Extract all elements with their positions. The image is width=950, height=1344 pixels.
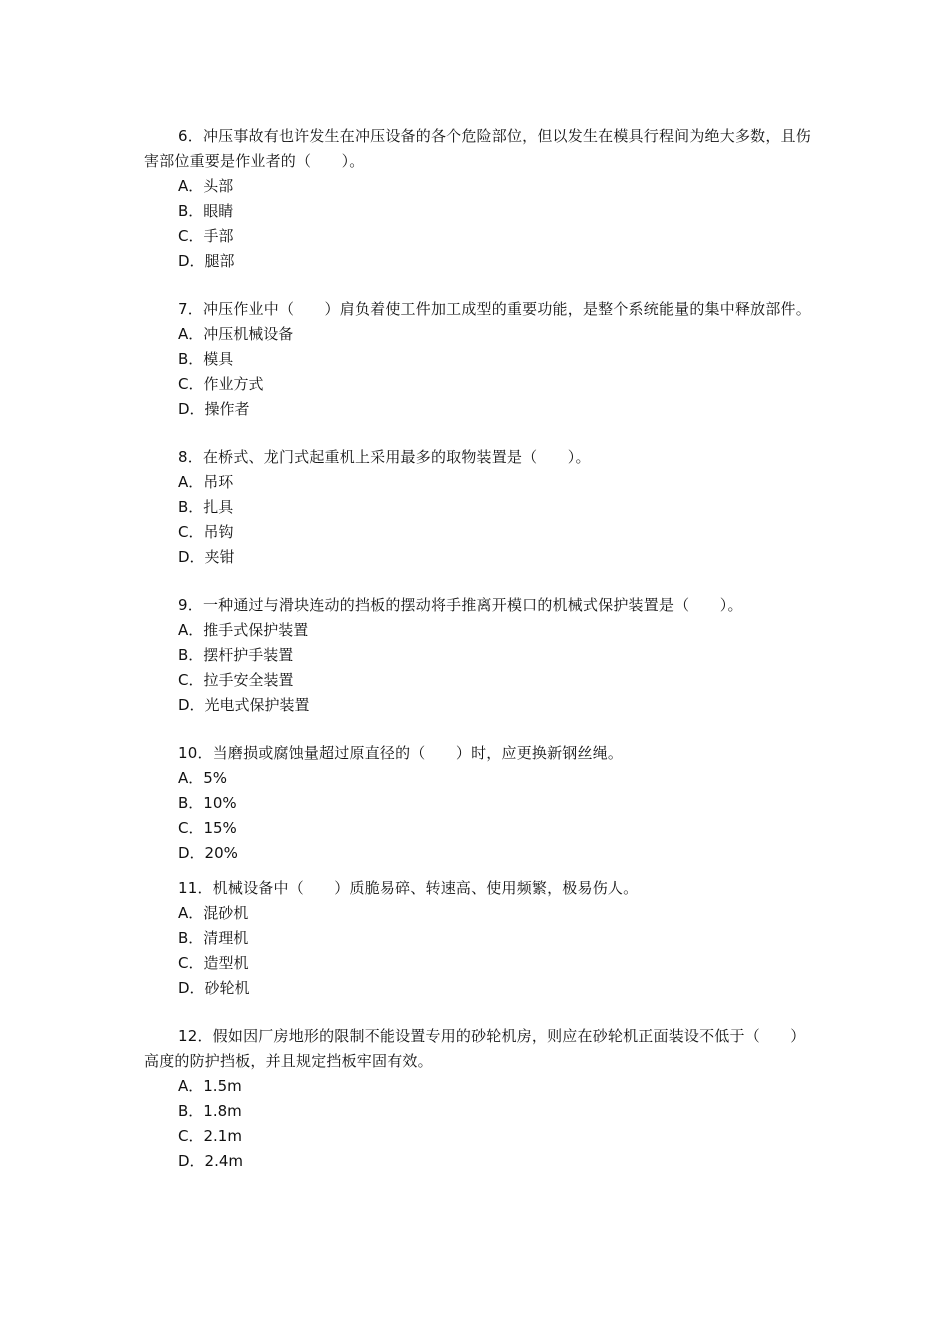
question-stem: 6．冲压事故有也许发生在冲压设备的各个危险部位，但以发生在模具行程间为绝大多数，且伤害部位重要是作业者的（ ）。	[144, 127, 811, 170]
option-list	[144, 1074, 814, 1174]
option-a: A．1.5m	[178, 1077, 242, 1095]
option-list	[144, 901, 814, 1001]
option-a: A．冲压机械设备	[178, 325, 294, 343]
option-b: B．1.8m	[178, 1102, 242, 1120]
option-c: C．造型机	[178, 954, 249, 972]
option-c: C．吊钩	[178, 523, 234, 541]
option-list	[144, 470, 814, 570]
question-11	[144, 876, 814, 1001]
option-b: B．清理机	[178, 929, 249, 947]
question-8	[144, 445, 814, 570]
question-7	[144, 297, 814, 422]
option-a: A．推手式保护装置	[178, 621, 309, 639]
option-d: D．操作者	[178, 400, 250, 418]
option-a: A．5%	[178, 769, 228, 787]
question-10	[144, 741, 814, 866]
question-stem: 11．机械设备中（ ）质脆易碎、转速高、使用频繁，极易伤人。	[178, 879, 639, 897]
option-b: B．扎具	[178, 498, 234, 516]
option-d: D．2.4m	[178, 1152, 244, 1170]
question-stem: 8．在桥式、龙门式起重机上采用最多的取物装置是（ ）。	[178, 448, 591, 466]
option-d: D．光电式保护装置	[178, 696, 310, 714]
option-list	[144, 766, 814, 866]
question-9	[144, 593, 814, 718]
option-d: D．20%	[178, 844, 238, 862]
option-d: D．夹钳	[178, 548, 235, 566]
question-stem: 7．冲压作业中（ ）肩负着使工件加工成型的重要功能，是整个系统能量的集中释放部件。	[178, 300, 811, 318]
option-d: D．砂轮机	[178, 979, 250, 997]
option-list	[144, 618, 814, 718]
question-stem: 12．假如因厂房地形的限制不能设置专用的砂轮机房，则应在砂轮机正面装设不低于（ ）高度的防护挡板，并且规定挡板牢固有效。	[144, 1027, 806, 1070]
question-12	[144, 1024, 814, 1174]
question-stem: 9．一种通过与滑块连动的挡板的摆动将手推离开模口的机械式保护装置是（ ）。	[178, 596, 743, 614]
option-c: C．2.1m	[178, 1127, 242, 1145]
question-stem: 10．当磨损或腐蚀量超过原直径的（ ）时，应更换新钢丝绳。	[178, 744, 624, 762]
question-list	[144, 124, 814, 1174]
option-c: C．15%	[178, 819, 237, 837]
option-d: D．腿部	[178, 252, 235, 270]
option-b: B．摆杆护手装置	[178, 646, 294, 664]
option-c: C．拉手安全装置	[178, 671, 294, 689]
option-c: C．作业方式	[178, 375, 264, 393]
option-b: B．眼睛	[178, 202, 234, 220]
option-a: A．头部	[178, 177, 234, 195]
option-list	[144, 322, 814, 422]
option-c: C．手部	[178, 227, 234, 245]
option-list	[144, 174, 814, 274]
option-b: B．10%	[178, 794, 237, 812]
option-b: B．模具	[178, 350, 234, 368]
option-a: A．吊环	[178, 473, 234, 491]
question-6	[144, 124, 814, 274]
option-a: A．混砂机	[178, 904, 249, 922]
